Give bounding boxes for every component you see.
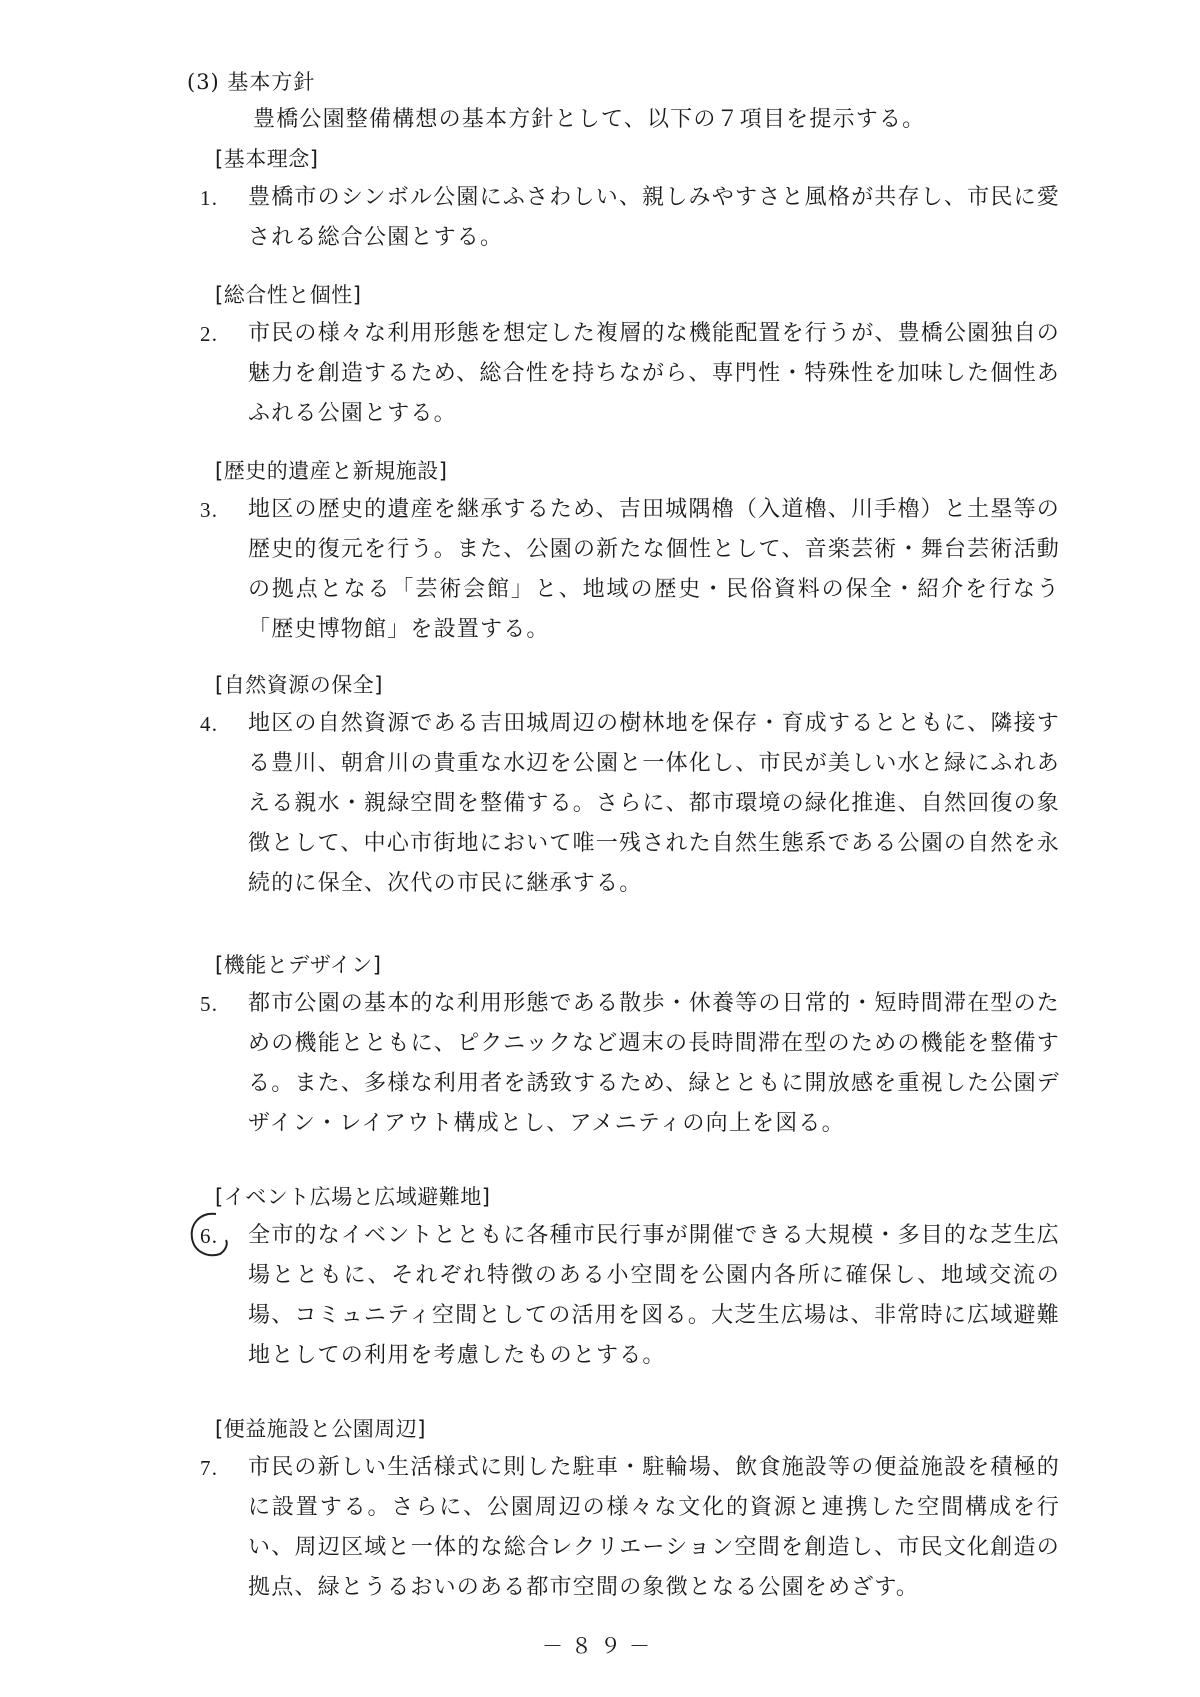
policy-text: 地区の自然資源である吉田城周辺の樹林地を保存・育成するとともに、隣接する豊川、朝倉川の貴重な水辺を公園と一体化し、市民が美しい水と緑にふれあえる親水・親緑空間を整備する。さらに、都市環境の緑化推進、自然回復の象徴として、中心市街地において唯一残された自然生態系である公園の自然を永続的に保全、次代の市民に継承する。 — [248, 711, 1061, 896]
policy-number: 1. — [200, 186, 219, 210]
policy-item — [200, 314, 1060, 434]
policy-heading: [自然資源の保全] — [215, 673, 383, 697]
policy-item — [200, 984, 1060, 1144]
page-number: －８９－ — [542, 1634, 658, 1658]
policy-1 — [200, 140, 1060, 258]
policy-heading: [歴史的遺産と新規施設] — [215, 459, 448, 483]
policy-heading: [便益施設と公園周辺] — [215, 1417, 426, 1441]
policy-item — [200, 1216, 1060, 1376]
policy-item — [200, 704, 1060, 904]
policy-text: 市民の様々な利用形態を想定した複層的な機能配置を行うが、豊橋公園独自の魅力を創造するため、総合性を持ちながら、専門性・特殊性を加味した個性あふれる公園とする。 — [248, 321, 1061, 426]
policy-2 — [200, 276, 1060, 434]
policy-heading: [イベント広場と広域避難地] — [215, 1185, 491, 1209]
policy-heading: [総合性と個性] — [215, 283, 362, 307]
policy-number: 4. — [200, 712, 219, 736]
policy-item — [200, 178, 1060, 258]
policy-text: 地区の歴史的遺産を継承するため、吉田城隅櫓（入道櫓、川手櫓）と土塁等の歴史的復元を行う。また、公園の新たな個性として、音楽芸術・舞台芸術活動の拠点となる「芸術会館」と、地域の歴史・民俗資料の保全・紹介を行なう「歴史博物館」を設置する。 — [248, 497, 1060, 642]
policy-6 — [200, 1178, 1060, 1376]
policy-heading: [基本理念] — [215, 147, 319, 171]
policy-item — [200, 490, 1060, 650]
policy-3 — [200, 452, 1060, 650]
policy-text: 都市公園の基本的な利用形態である散歩・休養等の日常的・短時間滞在型のための機能とともに、ピクニックなど週末の長時間滞在型のための機能を整備する。また、多様な利用者を誘致するため、緑とともに開放感を重視した公園デザイン・レイアウト構成とし、アメニティの向上を図る。 — [248, 991, 1061, 1136]
intro-paragraph: 豊橋公園整備構想の基本方針として、以下の７項目を提示する。 — [253, 107, 926, 132]
policy-5 — [200, 946, 1060, 1144]
policy-number: 2. — [200, 322, 219, 346]
policy-number: 5. — [200, 992, 219, 1016]
policy-number: 6. — [200, 1224, 219, 1248]
policy-4 — [200, 666, 1060, 904]
policy-number: 3. — [200, 498, 219, 522]
policy-text: 全市的なイベントとともに各種市民行事が開催できる大規模・多目的な芝生広場とともに、それぞれ特徴のある小空間を公園内各所に確保し、地域交流の場、コミュニティ空間としての活用を図る。大芝生広場は、非常時に広域避難地としての利用を考慮したものとする。 — [248, 1223, 1061, 1368]
policy-text: 豊橋市のシンボル公園にふさわしい、親しみやすさと風格が共存し、市民に愛される総合公園とする。 — [248, 185, 1060, 250]
policy-text: 市民の新しい生活様式に則した駐車・駐輪場、飲食施設等の便益施設を積極的に設置する。さらに、公園周辺の様々な文化的資源と連携した空間構成を行い、周辺区域と一体的な総合レクリエーション空間を創造し、市民文化創造の拠点、緑とうるおいのある都市空間の象徴となる公園をめざす。 — [248, 1455, 1061, 1600]
policy-heading: [機能とデザイン] — [215, 953, 382, 977]
policy-7 — [200, 1410, 1060, 1608]
policy-item — [200, 1448, 1060, 1608]
section-title: (3) 基本方針 — [187, 70, 316, 94]
policy-number: 7. — [200, 1456, 219, 1480]
